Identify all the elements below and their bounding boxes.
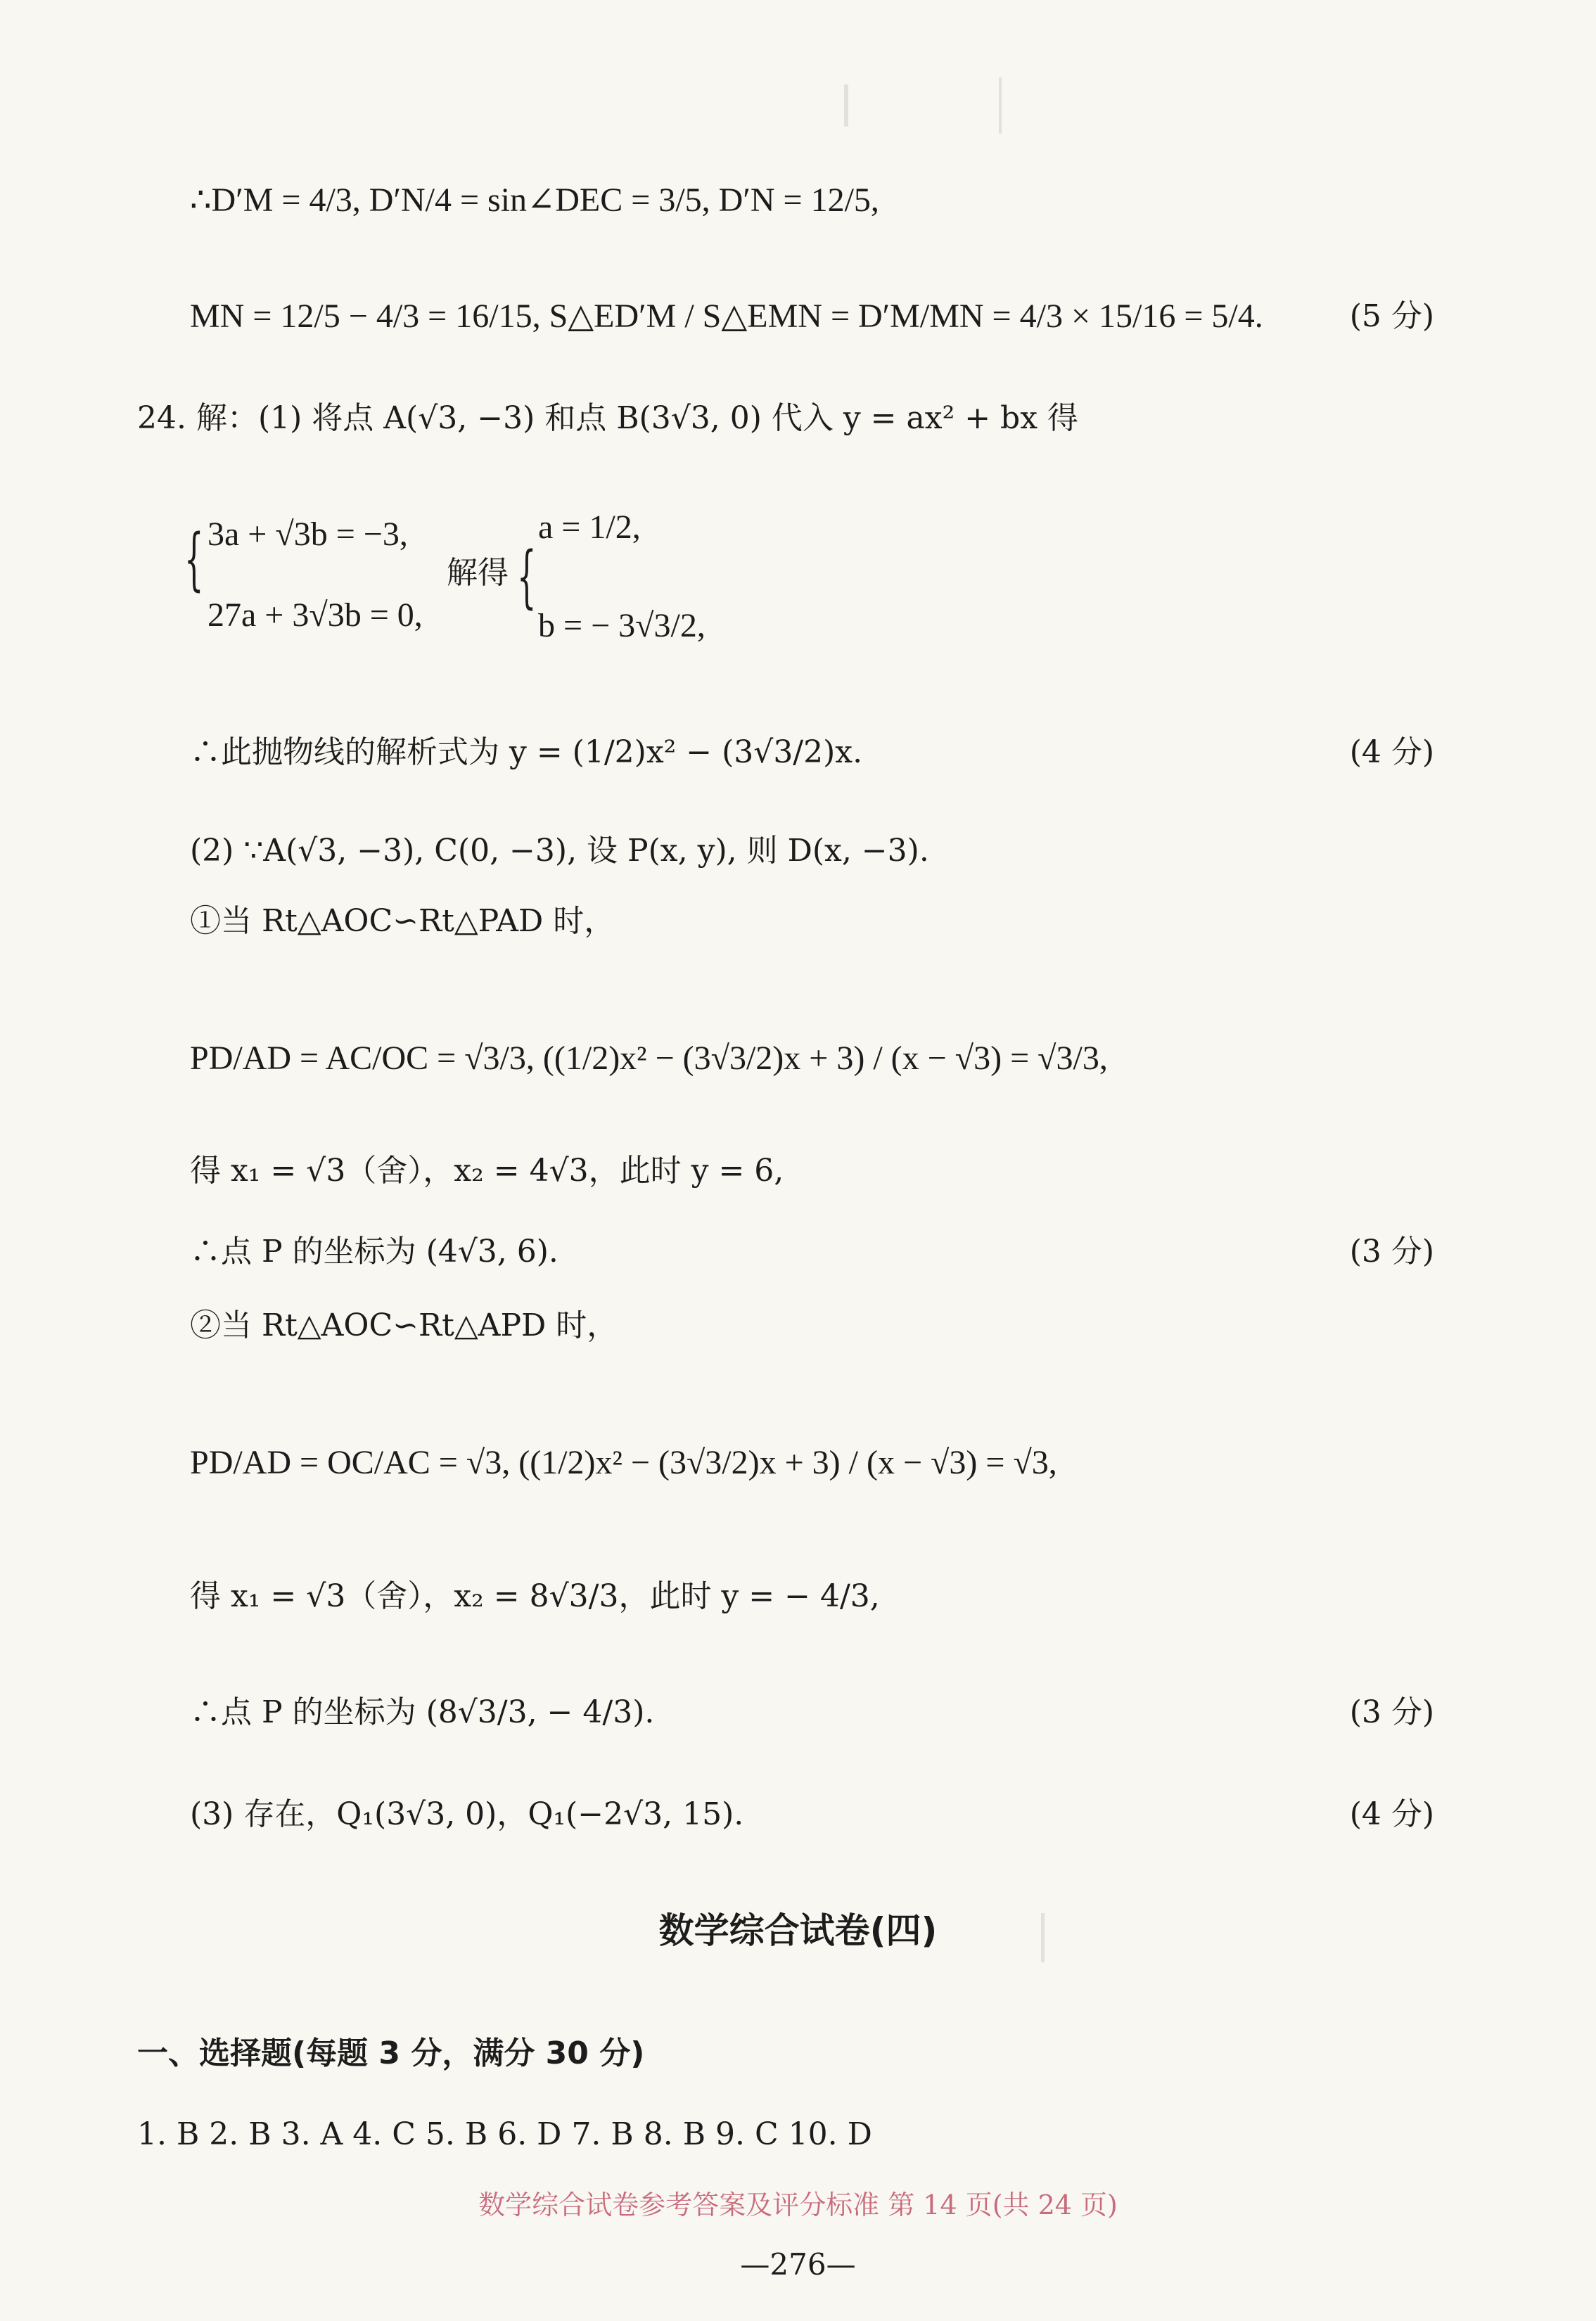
solve-label: 解得 <box>447 555 509 591</box>
equation-line: (2) ∵A(√3, −3), C(0, −3), 设 P(x, y), 则 D(x, −3). <box>190 833 929 869</box>
equation-line: ∴点 P 的坐标为 (4√3, 6). <box>190 1234 558 1270</box>
equation-line: b = − 3√3/2, <box>538 607 706 644</box>
score-label: (3 分) <box>1349 1234 1434 1270</box>
score-label: (5 分) <box>1349 298 1434 334</box>
score-label: (4 分) <box>1349 734 1434 770</box>
page-number: —276— <box>740 2247 856 2282</box>
section-title: 数学综合试卷(四) <box>658 1910 938 1951</box>
scan-noise <box>844 84 848 127</box>
equation-line: 27a + 3√3b = 0, <box>208 596 423 634</box>
scan-noise <box>1041 1913 1045 1962</box>
problem-24-heading: 24. 解：(1) 将点 A(√3, −3) 和点 B(3√3, 0) 代入 y = ax² + bx 得 <box>137 400 1079 436</box>
equation-line: 得 x₁ = √3（舍），x₂ = 8√3/3，此时 y = − 4/3, <box>190 1578 880 1614</box>
equation-line: ∴点 P 的坐标为 (8√3/3, − 4/3). <box>190 1694 655 1730</box>
answer-list: 1. B 2. B 3. A 4. C 5. B 6. D 7. B 8. B 9. C 10. D <box>137 2116 872 2152</box>
scan-noise <box>999 77 1002 134</box>
equation-line: ∴D′M = 4/3, D′N/4 = sin∠DEC = 3/5, D′N = 12/5, <box>190 181 879 219</box>
score-label: (3 分) <box>1349 1694 1434 1730</box>
equation-line: PD/AD = OC/AC = √3, ((1/2)x² − (3√3/2)x + 3) / (x − √3) = √3, <box>190 1444 1057 1481</box>
case-heading: ①当 Rt△AOC∽Rt△PAD 时， <box>190 903 615 939</box>
equation-line: a = 1/2, <box>538 509 641 546</box>
equation-line: ∴此抛物线的解析式为 y = (1/2)x² − (3√3/2)x. <box>190 734 863 770</box>
case-heading: ②当 Rt△AOC∽Rt△APD 时， <box>190 1307 618 1343</box>
equation-line: 得 x₁ = √3（舍），x₂ = 4√3，此时 y = 6, <box>190 1153 784 1189</box>
equation-line: 3a + √3b = −3, <box>208 516 408 553</box>
footer-caption: 数学综合试卷参考答案及评分标准 第 14 页(共 24 页) <box>478 2189 1118 2220</box>
right-brace-icon: { <box>517 537 537 616</box>
left-brace-icon: { <box>184 520 204 599</box>
equation-line: (3) 存在，Q₁(3√3, 0)，Q₁(−2√3, 15). <box>190 1796 744 1832</box>
equation-line: MN = 12/5 − 4/3 = 16/15, S△ED′M / S△EMN = D′M/MN = 4/3 × 15/16 = 5/4. <box>190 298 1263 335</box>
part-heading: 一、选择题(每题 3 分，满分 30 分) <box>137 2035 645 2071</box>
score-label: (4 分) <box>1349 1796 1434 1832</box>
equation-line: PD/AD = AC/OC = √3/3, ((1/2)x² − (3√3/2)x + 3) / (x − √3) = √3/3, <box>190 1040 1108 1077</box>
